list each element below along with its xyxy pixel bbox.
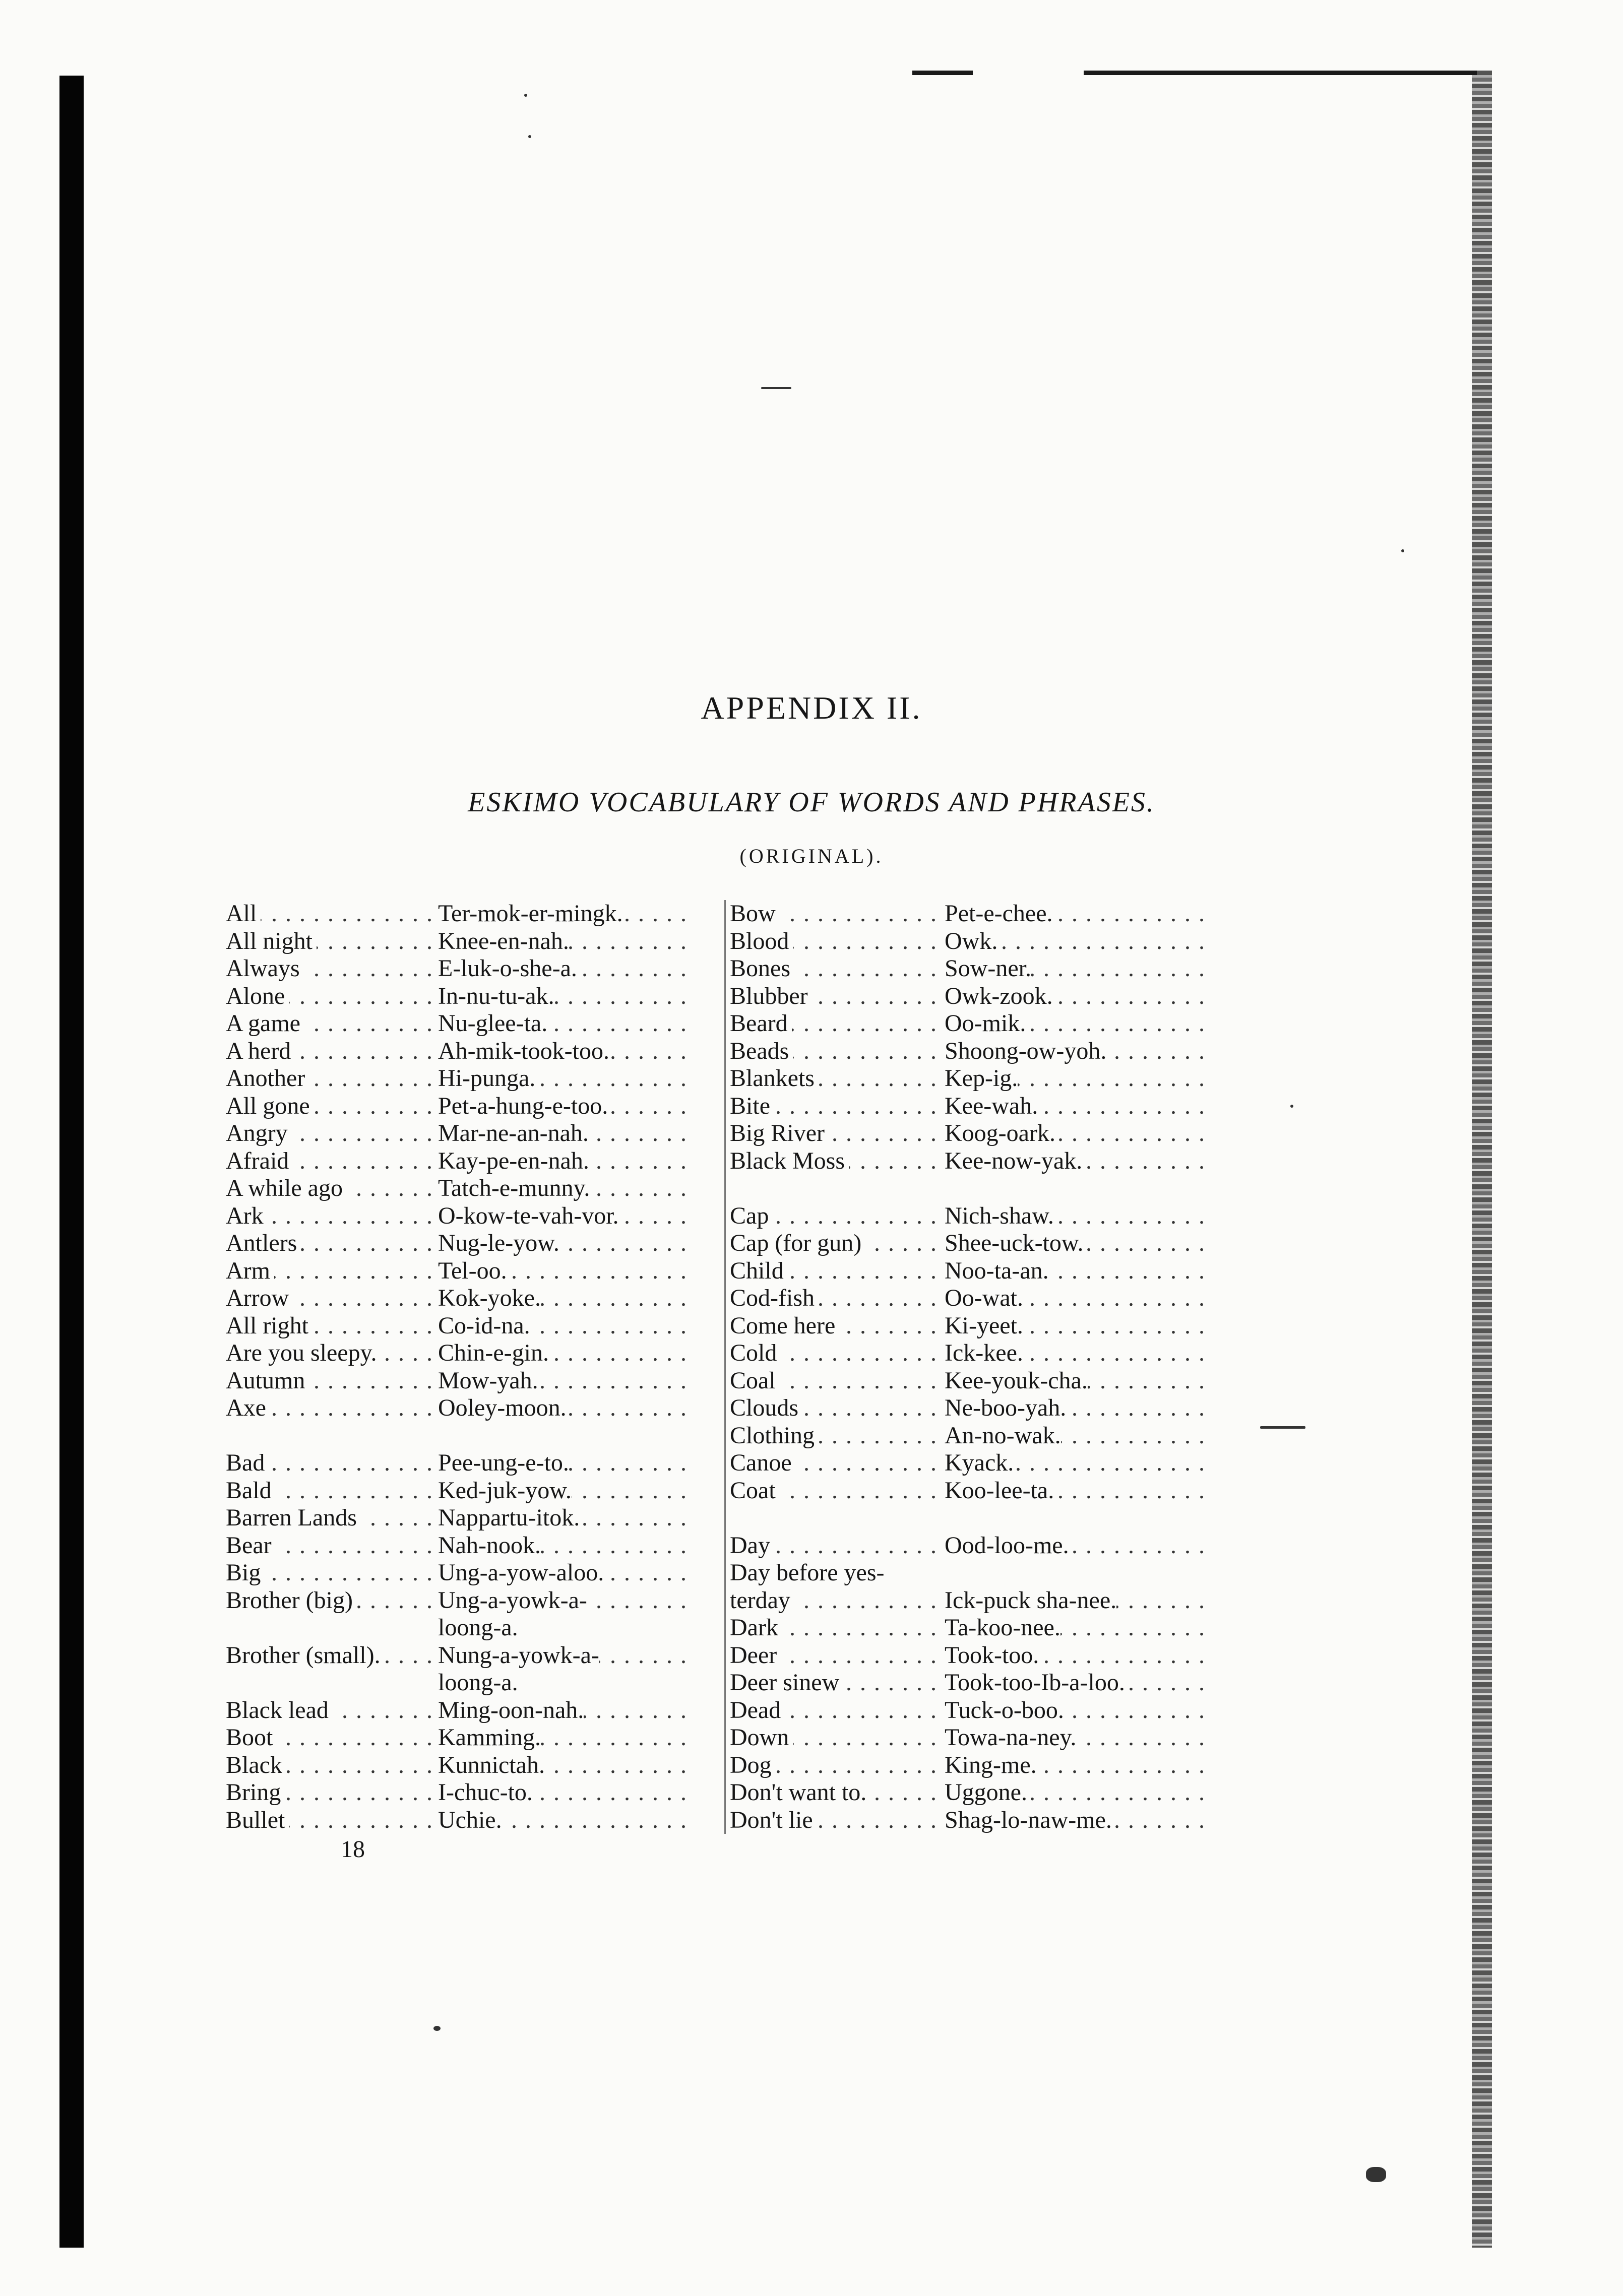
entry-meaning: Ta-koo-nee. <box>942 1614 1060 1642</box>
entry-word: All gone <box>226 1093 314 1120</box>
vocabulary-entry <box>730 983 1214 1010</box>
entry-meaning: Ick-kee. <box>942 1340 1023 1367</box>
vocabulary-entry <box>226 928 690 955</box>
entry-meaning: Ming-oon-nah. <box>435 1697 584 1725</box>
vocabulary-entry <box>730 1120 1214 1147</box>
entry-word: Bullet <box>226 1807 289 1834</box>
entry-word: Bring <box>226 1779 285 1807</box>
entry-word: Black Moss <box>730 1147 849 1175</box>
vocabulary-entry <box>730 1504 1214 1532</box>
vocabulary-entry <box>226 1504 690 1532</box>
entry-word: Antlers <box>226 1230 301 1257</box>
entry-word: Deer sinew <box>730 1669 843 1697</box>
vocabulary-entry <box>226 1367 690 1395</box>
entry-word: Afraid <box>226 1147 293 1175</box>
vocabulary-entry <box>226 1394 690 1422</box>
entry-meaning: Mow-yah. <box>435 1367 538 1395</box>
entry-meaning: Pet-e-chee. <box>942 900 1053 928</box>
entry-meaning: Tuck-o-boo. <box>942 1697 1064 1725</box>
entry-word: Dark <box>730 1614 782 1642</box>
vocabulary-entry <box>226 1559 690 1587</box>
entry-meaning: Kay-pe-en-nah. <box>435 1147 589 1175</box>
entry-meaning: Ked-juk-yow. <box>435 1477 572 1505</box>
vocabulary-entry <box>226 1669 690 1697</box>
entry-meaning: Shag-lo-naw-me. <box>942 1807 1112 1834</box>
entry-word: Blubber <box>730 983 812 1010</box>
entry-meaning: Oo-mik. <box>942 1010 1026 1038</box>
vocabulary-column-left <box>226 900 690 1834</box>
entry-meaning: Ung-a-yowk-a- <box>435 1587 587 1615</box>
vocabulary-entry <box>730 1669 1214 1697</box>
vocabulary-entry <box>226 1175 690 1202</box>
entry-meaning: Ung-a-yow-aloo. <box>435 1559 604 1587</box>
entry-word: Day before yes- <box>730 1559 889 1587</box>
entry-meaning: Ne-boo-yah. <box>942 1394 1066 1422</box>
entry-meaning: An-no-wak. <box>942 1422 1061 1450</box>
entry-meaning: Tel-oo. <box>435 1257 507 1285</box>
entry-meaning: Koo-lee-ta. <box>942 1477 1054 1505</box>
entry-word: Cod-fish <box>730 1285 819 1312</box>
entry-meaning: Ki-yeet. <box>942 1312 1023 1340</box>
entry-meaning: Mar-ne-an-nah. <box>435 1120 589 1147</box>
entry-meaning: Kee-youk-cha. <box>942 1367 1088 1395</box>
entry-meaning: Kyack. <box>942 1449 1014 1477</box>
entry-word: A game <box>226 1010 304 1038</box>
vocabulary-entry <box>730 1038 1214 1065</box>
entry-word: Dead <box>730 1697 785 1725</box>
vocabulary-entry <box>226 1779 690 1807</box>
vocabulary-entry <box>226 1587 690 1615</box>
entry-meaning: Ooley-moon. <box>435 1394 567 1422</box>
vocabulary-entry <box>226 1257 690 1285</box>
vocabulary-entry <box>226 1422 690 1450</box>
entry-word: Bite <box>730 1093 774 1120</box>
entry-meaning: Pet-a-hung-e-too. <box>435 1093 608 1120</box>
vocabulary-entry <box>730 1614 1214 1642</box>
entry-meaning: Co-id-na. <box>435 1312 530 1340</box>
entry-word: Come here <box>730 1312 839 1340</box>
vocabulary-entry <box>730 1449 1214 1477</box>
entry-word: Axe <box>226 1394 270 1422</box>
vocabulary-entry <box>226 1065 690 1093</box>
vocabulary-entry <box>730 1010 1214 1038</box>
entry-meaning: Ick-puck sha-nee. <box>942 1587 1116 1615</box>
entry-word: Arrow <box>226 1285 293 1312</box>
entry-word: Black <box>226 1752 286 1779</box>
entry-word: Brother (small). <box>226 1642 385 1670</box>
entry-meaning: Noo-ta-an. <box>942 1257 1049 1285</box>
entry-meaning: Kee-now-yak. <box>942 1147 1082 1175</box>
vocabulary-entry <box>226 1010 690 1038</box>
entry-word: All right <box>226 1312 313 1340</box>
vocabulary-entry <box>226 955 690 983</box>
entry-meaning: Took-too-Ib-a-loo. <box>942 1669 1125 1697</box>
entry-meaning: Hi-punga. <box>435 1065 535 1093</box>
vocabulary-entry <box>730 1779 1214 1807</box>
entry-word: Day <box>730 1532 774 1560</box>
entry-word: Coat <box>730 1477 780 1505</box>
vocabulary-entry <box>226 1807 690 1834</box>
vocabulary-entry <box>730 1587 1214 1615</box>
vocabulary-entry <box>226 1642 690 1670</box>
vocabulary-entry <box>730 1312 1214 1340</box>
vocabulary-entry <box>730 955 1214 983</box>
entry-meaning: Tatch-e-munny. <box>435 1175 590 1202</box>
vocabulary-entry <box>730 1147 1214 1175</box>
vocabulary-entry <box>226 1449 690 1477</box>
entry-word: Alone <box>226 983 289 1010</box>
vocabulary-subtitle: ESKIMO VOCABULARY OF WORDS AND PHRASES. <box>468 787 1155 818</box>
entry-word: Bald <box>226 1477 276 1505</box>
entry-word: Big River <box>730 1120 829 1147</box>
entry-meaning: Ter-mok-er-mingk. <box>435 900 623 928</box>
entry-meaning: Nung-a-yowk-a- <box>435 1642 599 1670</box>
entry-meaning: Nah-nook. <box>435 1532 541 1560</box>
entry-word: Autumn <box>226 1367 309 1395</box>
vocabulary-entry <box>226 1230 690 1257</box>
vocabulary-entry <box>226 1697 690 1725</box>
entry-meaning: In-nu-tu-ak. <box>435 983 554 1010</box>
vocabulary-entry <box>730 1230 1214 1257</box>
entry-word: Cap <box>730 1202 773 1230</box>
vocabulary-entry <box>226 1038 690 1065</box>
vocabulary-entry <box>730 1559 1214 1587</box>
vocabulary-entry <box>730 1477 1214 1505</box>
entry-word: Cap (for gun) <box>730 1230 865 1257</box>
entry-word: Blankets <box>730 1065 819 1093</box>
entry-word: Dog <box>730 1752 776 1779</box>
entry-word: Beads <box>730 1038 793 1065</box>
vocabulary-entry <box>730 1367 1214 1395</box>
vocabulary-entry <box>730 1065 1214 1093</box>
vocabulary-entry <box>730 1422 1214 1450</box>
entry-meaning: Nich-shaw. <box>942 1202 1054 1230</box>
entry-meaning: Nug-le-yow. <box>435 1230 559 1257</box>
vocabulary-entry <box>730 928 1214 955</box>
vocabulary-entry <box>730 1807 1214 1834</box>
vocabulary-entry <box>226 1202 690 1230</box>
vocabulary-entry <box>226 900 690 928</box>
original-note: (ORIGINAL). <box>739 845 884 867</box>
entry-meaning: E-luk-o-she-a. <box>435 955 577 983</box>
entry-meaning: Knee-en-nah. <box>435 928 569 955</box>
entry-meaning: Ah-mik-took-too. <box>435 1038 609 1065</box>
vocabulary-entry <box>226 1147 690 1175</box>
scan-border-top-fragment <box>912 71 973 75</box>
entry-meaning: Uggone. <box>942 1779 1027 1807</box>
entry-meaning: Nu-glee-ta. <box>435 1010 547 1038</box>
entry-word: Child <box>730 1257 788 1285</box>
entry-meaning: Shoong-ow-yoh. <box>942 1038 1106 1065</box>
entry-meaning: loong-a. <box>435 1669 518 1697</box>
entry-word: A herd <box>226 1038 295 1065</box>
vocabulary-entry <box>226 1477 690 1505</box>
entry-word: Beard <box>730 1010 792 1038</box>
entry-word: Deer <box>730 1642 781 1670</box>
entry-word: Clothing <box>730 1422 819 1450</box>
scan-border-top <box>1084 71 1477 75</box>
vocabulary-entry <box>730 1394 1214 1422</box>
entry-word: Bear <box>226 1532 276 1560</box>
vocabulary-entry <box>226 1340 690 1367</box>
entry-word: Down <box>730 1724 793 1752</box>
entry-word: Blood <box>730 928 793 955</box>
entry-word: terday <box>730 1587 794 1615</box>
entry-word: Black lead <box>226 1697 333 1725</box>
entry-meaning: Ood-loo-me. <box>942 1532 1069 1560</box>
vocabulary-entry <box>730 1752 1214 1779</box>
entry-word: Big <box>226 1559 265 1587</box>
entry-word: Boot <box>226 1724 277 1752</box>
vocabulary-entry <box>730 1724 1214 1752</box>
entry-meaning: Pee-ung-e-to. <box>435 1449 569 1477</box>
entry-word: Cold <box>730 1340 781 1367</box>
vocabulary-entry <box>730 1257 1214 1285</box>
vocabulary-entry <box>730 1093 1214 1120</box>
entry-meaning: King-me. <box>942 1752 1037 1779</box>
entry-word: A while ago <box>226 1175 347 1202</box>
appendix-title: APPENDIX II. <box>701 690 922 726</box>
vocabulary-entry <box>226 1120 690 1147</box>
vocabulary-entry <box>226 1093 690 1120</box>
entry-word: All night <box>226 928 317 955</box>
entry-meaning: Owk. <box>942 928 997 955</box>
vocabulary-column-right <box>724 900 1214 1834</box>
entry-word: Clouds <box>730 1394 802 1422</box>
entry-meaning: Koog-oark. <box>942 1120 1055 1147</box>
vocabulary-entry <box>226 1285 690 1312</box>
entry-word: Ark <box>226 1202 268 1230</box>
vocabulary-entry <box>730 1175 1214 1202</box>
vocabulary-entry <box>730 1202 1214 1230</box>
vocabulary-entry <box>226 1312 690 1340</box>
entry-meaning: Kunnictah. <box>435 1752 545 1779</box>
entry-word: Don't lie <box>730 1807 817 1834</box>
entry-meaning: O-kow-te-vah-vor. <box>435 1202 619 1230</box>
entry-word: Bones <box>730 955 794 983</box>
entry-word: Angry <box>226 1120 292 1147</box>
entry-word: Brother (big) <box>226 1587 357 1615</box>
entry-word: Another <box>226 1065 309 1093</box>
vocabulary-entry <box>730 1285 1214 1312</box>
entry-word: Bad <box>226 1449 269 1477</box>
entry-meaning: Shee-uck-tow. <box>942 1230 1083 1257</box>
vocabulary-entry <box>226 983 690 1010</box>
vocabulary-entry <box>730 1697 1214 1725</box>
scan-border-right <box>1472 71 1492 2248</box>
entry-word: Bow <box>730 900 780 928</box>
entry-meaning: Kamming. <box>435 1724 541 1752</box>
entry-word: Arm <box>226 1257 274 1285</box>
entry-meaning: Took-too. <box>942 1642 1039 1670</box>
entry-word: Barren Lands <box>226 1504 361 1532</box>
vocabulary-entry <box>226 1752 690 1779</box>
entry-meaning: Sow-ner. <box>942 955 1031 983</box>
entry-word: Don't want to. <box>730 1779 870 1807</box>
vocabulary-entry <box>226 1724 690 1752</box>
entry-meaning: Owk-zook. <box>942 983 1053 1010</box>
vocabulary-entry <box>730 1340 1214 1367</box>
entry-word: Always <box>226 955 304 983</box>
vocabulary-entry <box>730 1532 1214 1560</box>
entry-meaning: I-chuc-to. <box>435 1779 533 1807</box>
entry-word: Coal <box>730 1367 780 1395</box>
entry-meaning: Nappartu-itok. <box>435 1504 580 1532</box>
entry-meaning: Kep-ig. <box>942 1065 1018 1093</box>
entry-meaning: Kok-yoke. <box>435 1285 541 1312</box>
vocabulary-entry <box>226 1614 690 1642</box>
entry-meaning: Towa-na-ney. <box>942 1724 1076 1752</box>
entry-word: Canoe <box>730 1449 796 1477</box>
entry-meaning: loong-a. <box>435 1614 518 1642</box>
entry-meaning: Chin-e-gin. <box>435 1340 549 1367</box>
vocabulary-entry <box>730 900 1214 928</box>
entry-meaning: Kee-wah. <box>942 1093 1038 1120</box>
vocabulary-entry <box>226 1532 690 1560</box>
entry-word: Are you sleepy. <box>226 1340 381 1367</box>
page-number: 18 <box>341 1836 365 1863</box>
entry-meaning: Oo-wat. <box>942 1285 1023 1312</box>
entry-word: All <box>226 900 261 928</box>
scan-border-left <box>59 76 84 2248</box>
vocabulary-entry <box>730 1642 1214 1670</box>
entry-meaning: Uchie. <box>435 1807 502 1834</box>
